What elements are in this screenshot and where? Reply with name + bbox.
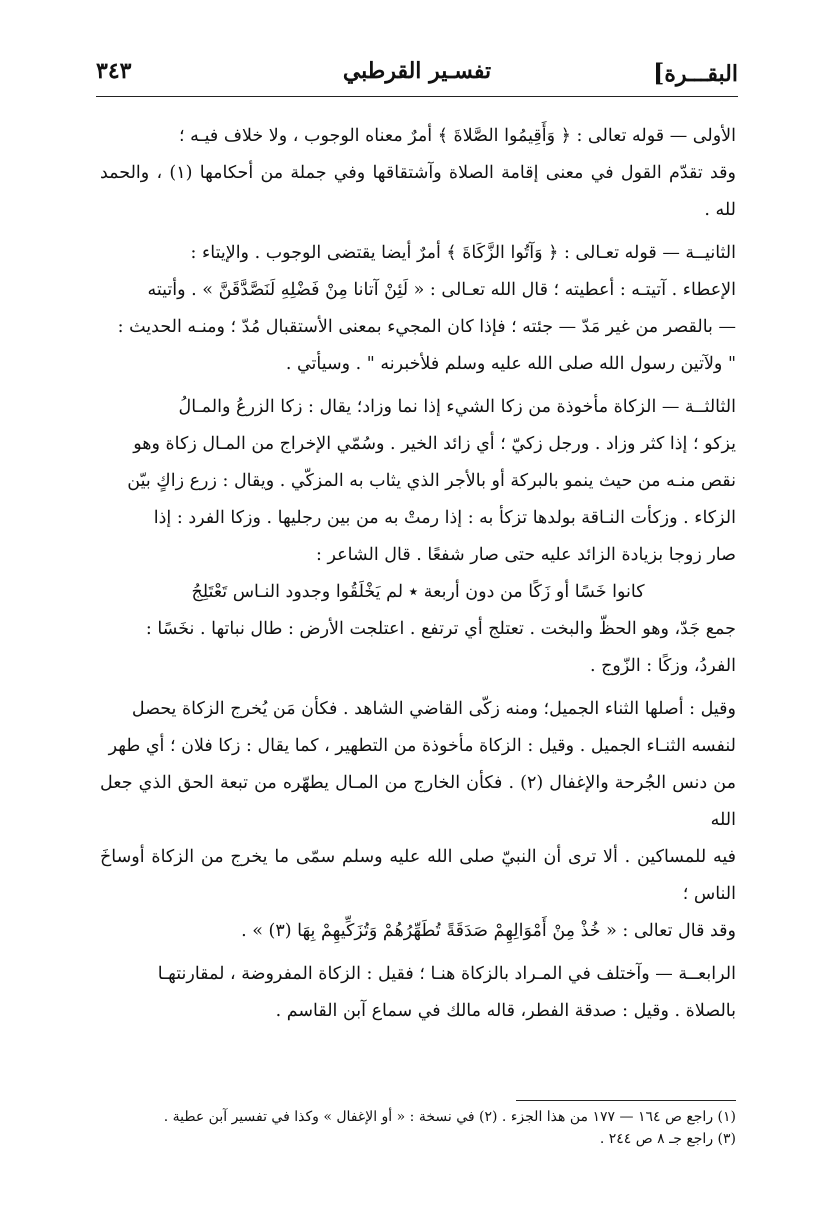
text-line: الزكاء . وزكأت النـاقة بولدها تزكأ به : إذا رمتْ به من بين رجليها . وزكا الفرد : إذا <box>153 508 736 528</box>
header-divider <box>96 96 738 97</box>
footnote-line: (١) راجع ص ١٦٤ — ١٧٧ من هذا الجزء . (٢) في نسخة : « أو الإغفال » وكذا في تفسير آبن عطية . <box>163 1109 736 1125</box>
text-line: الرابعــة — وآختلف في المـراد بالزكاة هنـا ؛ فقيل : الزكاة المفروضة ، لمقارنتهـا <box>157 964 736 984</box>
text-line: من دنس الجُرحة والإغفال (٢) . فكأن الخارج من المـال يطهّره من تبعة الحق الذي جعل الله <box>100 773 736 830</box>
text-line: فيه للمساكين . ألا ترى أن النبيّ صلى الله عليه وسلم سمّى ما يخرج من الزكاة أوساخَ الناس ؛ <box>100 847 736 904</box>
text-line: وقد تقدّم القول في معنى إقامة الصلاة وآشتقاقها وفي جملة من أحكامها (١) ، والحمد لله . <box>100 163 736 220</box>
text-line: وقد قال تعالى : « خُذْ مِنْ أَمْوَالِهِمْ صَدَقَةً تُطَهِّرُهُمْ وَتُزَكِّيهِمْ بِهَا (٣) » . <box>241 921 736 941</box>
footnotes <box>100 1106 736 1150</box>
footnote-divider <box>516 1100 736 1101</box>
paragraph-fifth <box>100 956 736 1030</box>
text-line: — بالقصر من غير مَدّ — جئته ؛ فإذا كان المجيء بمعنى الأستقبال مُدّ ؛ ومنـه الحديث : <box>117 317 736 337</box>
text-line: وقيل : أصلها الثناء الجميل؛ ومنه زكّى القاضي الشاهد . فكأن مَن يُخرج الزكاة يحصل <box>131 699 736 719</box>
paragraph-fourth <box>100 691 736 950</box>
paragraph-second <box>100 235 736 383</box>
text-line: الثانيــة — قوله تعـالى : ﴿ وَآتُوا الزَّكَاةَ ﴾ أمرٌ أيضا يقتضى الوجوب . والإيتاء : <box>190 243 736 263</box>
paragraph-first <box>100 118 736 229</box>
text-line: صار زوجا بزيادة الزائد عليه حتى صار شفعًا . قال الشاعر : <box>316 545 736 565</box>
text-line: بالصلاة . وقيل : صدقة الفطر، قاله مالك في سماع آبن القاسم . <box>275 1001 736 1021</box>
surah-name <box>649 58 738 87</box>
paragraph-third <box>100 389 736 685</box>
text-line: الأولى — قوله تعالى : ﴿ وَأَقِيمُوا الصَّلاةَ ﴾ أمرٌ معناه الوجوب ، ولا خلاف فيـه ؛ <box>178 126 736 146</box>
text-line: الفردُ، وزكًا : الزّوج . <box>589 656 736 676</box>
text-line: الإعطاء . آتيتـه : أعطيته ؛ قال الله تعـالى : « لَئِنْ آتانا مِنْ فَضْلِهِ لَنَصَّدَّقَنَّ » . وأتيته <box>147 280 736 300</box>
text-line: يزكو ؛ إذا كثر وزاد . ورجل زكيّ ؛ أي زائد الخير . وسُمّي الإخراج من المـال زكاة وهو <box>133 434 736 454</box>
footnote-line: (٣) راجع جـ ٨ ص ٢٤٤ . <box>599 1131 736 1147</box>
surah-name-text: البقـــرة <box>664 61 738 87</box>
page-body <box>100 118 736 1068</box>
text-line: لنفسه الثنـاء الجميل . وقيل : الزكاة مأخوذة من التطهير ، كما يقال : زكا فلان ؛ أي طهر <box>108 736 736 756</box>
text-line: " ولآتين رسول الله صلى الله عليه وسلم فلأخبرنه " . وسيأتي . <box>285 354 736 374</box>
book-title: تفسـير القرطبي <box>342 58 492 84</box>
page-number: ٣٤٣ <box>96 58 132 84</box>
header-bracket: ] <box>653 58 665 87</box>
text-line: الثالثــة — الزكاة مأخوذة من زكا الشيء إذا نما وزاد؛ يقال : زكا الزرعُ والمـالُ <box>178 397 736 417</box>
text-line: جمع جَدّ، وهو الحظّ والبخت . تعتلج أي ترتفع . اعتلجت الأرض : طال نباتها . نخَسًا : <box>145 619 736 639</box>
page-header <box>96 56 738 96</box>
text-line: نقص منـه من حيث ينمو بالبركة أو بالأجر الذي يثاب به المزكّي . ويقال : زرع زاكٍ بيّن <box>127 471 736 491</box>
poetry-verse: كانوا خَسًا أو زَكًا من دون أربعة ٭ لم يَخْلَقُوا وجدود النـاس تَعْتَلِجُ <box>191 582 645 602</box>
